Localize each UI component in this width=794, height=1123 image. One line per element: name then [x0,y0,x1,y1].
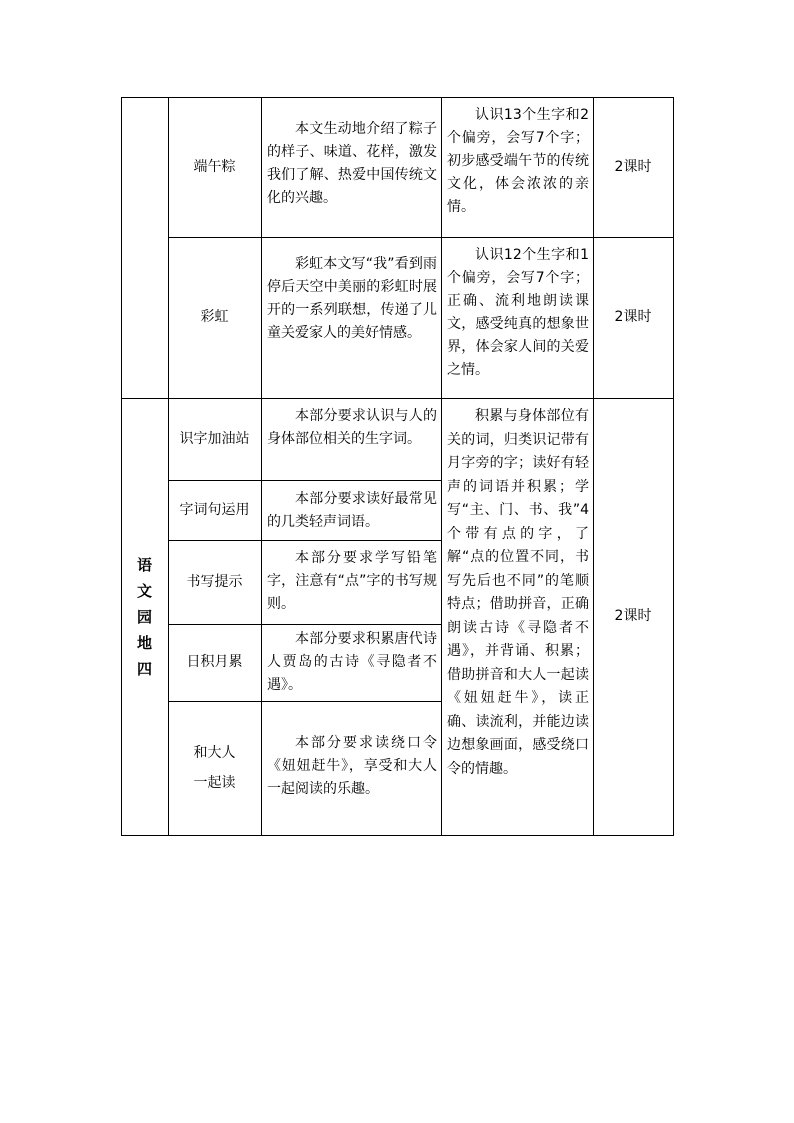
garden-item-description: 本部分要求认识与人的身体部位相关的生字词。 [267,408,437,447]
lesson-hours: 2课时 [614,309,652,325]
garden-hours: 2课时 [614,608,652,624]
garden-goal: 积累与身体部位有关的词，归类识记带有月字旁的字；读好有轻声的词语并积累；学写“主、门、书、我”4个带有点的字，了解“点的位置不同，书写先后也不同”的笔顺特点；借助拼音，正确朗读古诗《寻隐者不遇》，并背诵、积累；借助拼音和大人一起读《妞妞赶牛》，读正确、读流利，并能边读边想象画面，感受绕口令的情趣。 [447,408,589,777]
garden-item-name: 书写提示 [186,573,243,590]
table-border [168,624,441,625]
table-border [168,540,441,541]
lesson-name: 端午粽 [193,158,236,175]
table-border [121,398,674,399]
table-border [121,835,674,836]
table-border [168,237,674,238]
garden-item-description: 本部分要求学写铅笔字，注意有“点”字的书写规则。 [267,550,437,612]
table-border [121,97,122,836]
table-border [593,97,594,836]
lesson-description: 本文生动地介绍了粽子的样子、味道、花样，激发我们了解、热爱中国传统文化的兴趣。 [267,121,437,206]
garden-item-description: 本部分要求积累唐代诗人贾岛的古诗《寻隐者不遇》。 [267,631,437,693]
lesson-goal: 认识13个生字和2个偏旁，会写7个字；初步感受端午节的传统文化，体会浓浓的亲情。 [447,107,589,215]
table-border [441,97,442,836]
garden-item-description: 本部分要求读绕口令《妞妞赶牛》，享受和大人一起阅读的乐趣。 [267,735,437,797]
lesson-name: 彩虹 [200,309,229,325]
table-border [261,97,262,836]
table-border [168,701,441,702]
table-border [168,480,441,481]
table-border [168,97,169,836]
garden-item-description: 本部分要求读好最常见的几类轻声词语。 [267,491,437,530]
garden-item-name: 日积月累 [186,654,243,670]
garden-item-name: 识字加油站 [179,430,250,447]
lesson-hours: 2课时 [614,158,652,175]
garden-item-name: 和大人 一起读 [193,745,236,791]
garden-item-name: 字词句运用 [179,501,250,518]
table-border [673,97,674,836]
section-title: 语 文 园 地 四 [136,555,152,678]
lesson-goal: 认识12个生字和1个偏旁，会写7个字；正确、流利地朗读课文，感受纯真的想象世界，体会家人间的关爱之情。 [447,247,589,378]
table-border [121,97,674,98]
lesson-description: 彩虹本文写“我”看到雨停后天空中美丽的彩虹时展开的一系列联想，传递了儿童关爱家人的美好情感。 [267,256,437,341]
